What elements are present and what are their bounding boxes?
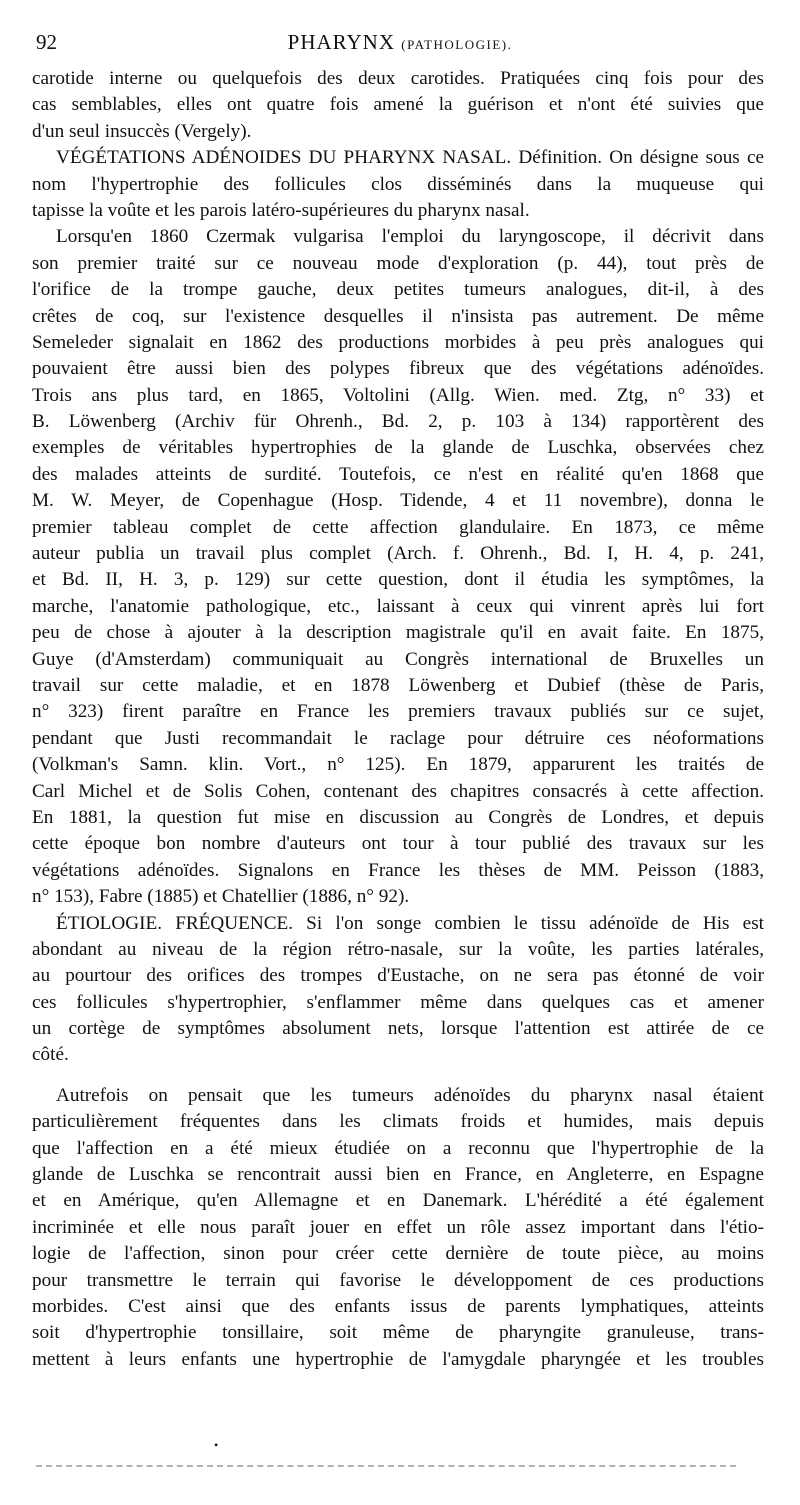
running-title-main: PHARYNX [287,30,395,54]
text-line: mettent à leurs enfants une hypertrophie de l'amygdale pharyngée et les troubles [32,1348,764,1370]
text-line: particulièrement fréquentes dans les climats froids et humides, mais depuis [32,1111,764,1133]
page-number: 92 [36,30,57,54]
text-line: B. Löwenberg (Archiv für Ohrenh., Bd. 2, p. 103 à 134) rapportèrent des [32,411,764,433]
text-line: carotide interne ou quelquefois des deux carotides. Pratiquées cinq fois pour des [32,68,764,89]
running-title [36,30,764,55]
text-line: M. W. Meyer, de Copenhague (Hosp. Tidende, 4 et 11 novembre), donna le [32,490,764,512]
text-line: que l'affection en a été mieux étudiée on a reconnu que l'hypertrophie de la [32,1137,764,1159]
text-line: Autrefois on pensait que les tumeurs adénoïdes du pharynx nasal étaient [56,1084,764,1106]
text-line: et Bd. II, H. 3, p. 129) sur cette question, dont il étudia les symptômes, la [32,569,764,591]
text-line: Trois ans plus tard, en 1865, Voltolini (Allg. Wien. med. Ztg, n° 33) et [32,384,764,406]
text-line: logie de l'affection, sinon pour créer cette dernière de toute pièce, au moins [32,1243,764,1265]
text-line: pendant que Justi recommandait le raclage pour détruire ces néoformations [32,727,764,749]
text-line: peu de chose à ajouter à la description magistrale qu'il en avait faite. En 1875, [32,622,764,644]
text-line: En 1881, la question fut mise en discussion au Congrès de Londres, et depuis [32,806,764,828]
running-title-subtitle: (PATHOLOGIE). [401,37,513,52]
text-line: son premier traité sur ce nouveau mode d'exploration (p. 44), tout près de [32,252,764,274]
text-line: et en Amérique, qu'en Allemagne et en Danemark. L'hérédité a été également [32,1190,764,1212]
text-line: côté. [32,1044,69,1066]
body-text [32,66,764,1373]
text-line: végétations adénoïdes. Signalons en France les thèses de MM. Peisson (1883, [32,859,764,881]
text-line: des malades atteints de surdité. Toutefois, ce n'est en réalité qu'en 1868 que [32,463,764,485]
text-line: morbides. C'est ainsi que des enfants issus de parents lymphatiques, atteints [32,1295,764,1317]
page-header [36,30,764,64]
text-line: travail sur cette maladie, et en 1878 Löwenberg et Dubief (thèse de Paris, [32,674,764,696]
paragraph-gap [32,1069,764,1083]
text-line: cette époque bon nombre d'auteurs ont tour à tour publié des travaux sur les [32,833,764,855]
text-line: Semeleder signalait en 1862 des productions morbides à peu près analogues qui [32,331,764,353]
text-line: n° 153), Fabre (1885) et Chatellier (1886, n° 92). [32,886,410,908]
text-line: exemples de véritables hypertrophies de la glande de Luschka, observées chez [32,437,764,459]
section-heading-line: ÉTIOLOGIE. FRÉQUENCE. Si l'on songe combien le tissu adénoïde de His est [56,912,764,934]
text-line: marche, l'anatomie pathologique, etc., laissant à ceux qui vinrent après lui fort [32,595,764,617]
text-line: tapisse la voûte et les parois latéro-supérieures du pharynx nasal. [32,199,530,221]
text-line: soit d'hypertrophie tonsillaire, soit même de pharyngite granuleuse, trans- [32,1322,764,1344]
text-line: pour transmettre le terrain qui favorise le développoment de ces productions [32,1269,764,1291]
text-line: au pourtour des orifices des trompes d'Eustache, on ne sera pas étonné de voir [32,965,764,987]
section-heading-line: VÉGÉTATIONS ADÉNOIDES DU PHARYNX NASAL. Définition. On désigne sous ce [56,147,764,169]
text-line: Guye (d'Amsterdam) communiquait au Congrès international de Bruxelles un [32,648,764,670]
text-line: pouvaient être aussi bien des polypes fibreux que des végétations adénoïdes. [32,358,764,380]
text-line: cas semblables, elles ont quatre fois amené la guérison et n'ont été suivies que [32,94,764,116]
text-line: nom l'hypertrophie des follicules clos disséminés dans la muqueuse qui [32,173,764,195]
text-line: abondant au niveau de la région rétro-nasale, sur la voûte, les parties latérales, [32,938,764,960]
text-line: crêtes de coq, sur l'existence desquelles il n'insista pas autrement. De même [32,305,764,327]
text-line: n° 323) firent paraître en France les premiers travaux publiés sur ce sujet, [32,701,764,723]
text-line: ces follicules s'hypertrophier, s'enflammer même dans quelques cas et amener [32,991,764,1013]
text-line: glande de Luschka se rencontrait aussi bien en France, en Angleterre, en Espagne [32,1164,764,1186]
text-line: d'un seul insuccès (Vergely). [32,120,252,142]
footer-dashed-rule [36,1465,736,1467]
text-line: (Volkman's Samn. klin. Vort., n° 125). En 1879, apparurent les traités de [32,754,764,776]
text-line: auteur publia un travail plus complet (Arch. f. Ohrenh., Bd. I, H. 4, p. 241, [32,543,764,565]
text-line: un cortège de symptômes absolument nets, lorsque l'attention est attirée de ce [32,1018,764,1040]
text-line: l'orifice de la trompe gauche, deux petites tumeurs analogues, dit-il, à des [32,279,764,301]
text-line: premier tableau complet de cette affection glandulaire. En 1873, ce même [32,516,764,538]
text-line: incriminée et elle nous paraît jouer en effet un rôle assez important dans l'étio- [32,1216,764,1238]
text-line: Carl Michel et de Solis Cohen, contenant des chapitres consacrés à cette affection. [32,780,764,802]
text-line: Lorsqu'en 1860 Czermak vulgarisa l'emploi du laryngoscope, il décrivit dans [56,226,764,248]
stray-mark: • [214,1438,219,1452]
